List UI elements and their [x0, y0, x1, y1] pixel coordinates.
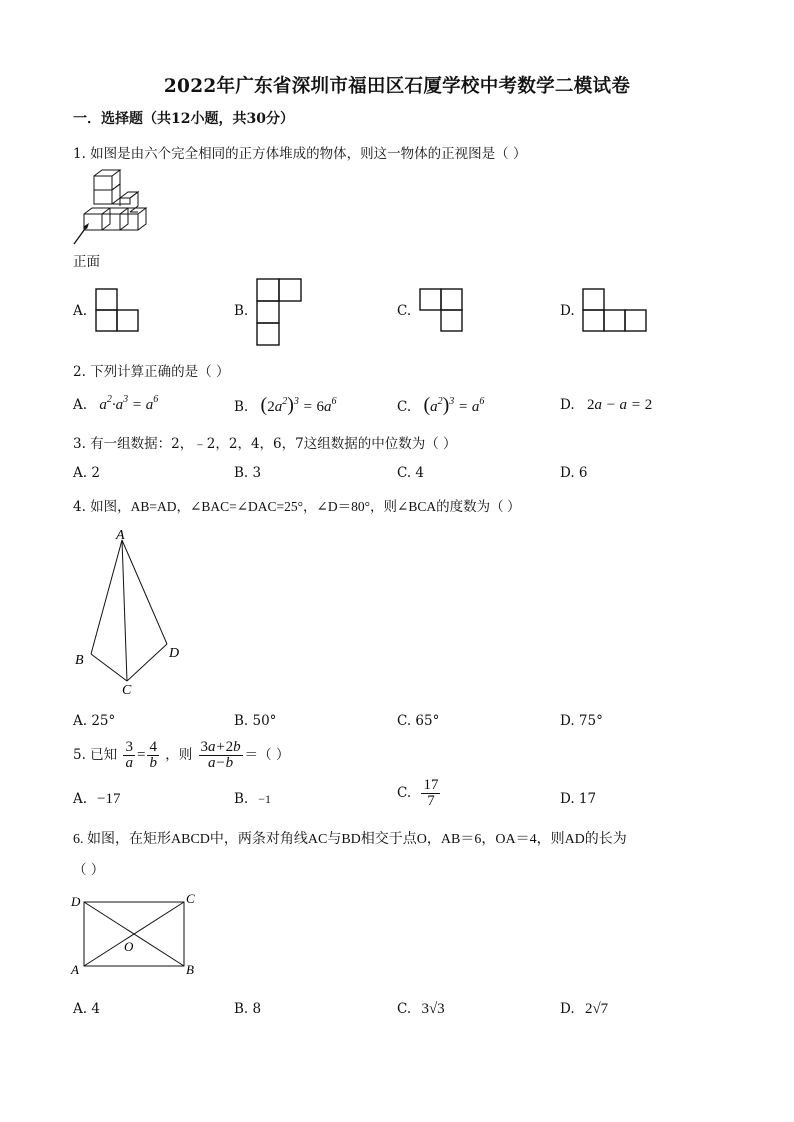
- q6-option-a[interactable]: A. 4: [73, 1001, 100, 1017]
- question-2-stem: 2. 下列计算正确的是（ ）: [73, 364, 230, 380]
- q5-option-b[interactable]: B. −1: [234, 791, 271, 807]
- q6-option-b[interactable]: B. 8: [234, 1001, 262, 1017]
- q6-option-c-value: 3√3: [421, 1001, 445, 1017]
- q5-option-d[interactable]: D. 17: [560, 791, 597, 807]
- question-5-stem: 5. 已知 $\frac{3}{a}$ = $\frac{4}{b}$ ，则 $\frac{3a+2b}{a-b}$ ＝（ ）: [73, 739, 290, 771]
- q4-point-d: D: [169, 646, 180, 661]
- question-6-stem: 6. 如图，在矩形ABCD中，两条对角线AC与BD相交于点O，AB＝6，OA＝4，则AD的长为: [73, 832, 627, 847]
- q1-option-c-figure[interactable]: [419, 288, 465, 334]
- q1-option-d-label[interactable]: D.: [560, 303, 575, 319]
- page-title: 2022年广东省深圳市福田区石厦学校中考数学二模试卷: [163, 76, 631, 97]
- q6-point-d: D: [71, 894, 81, 909]
- q4-point-c: C: [122, 683, 132, 698]
- q2-option-c-label: C.: [397, 399, 412, 415]
- question-6-paren: （ ）: [73, 862, 105, 878]
- q3-option-c[interactable]: C. 4: [397, 465, 425, 481]
- q1-option-a-figure[interactable]: [95, 288, 141, 334]
- q6-point-b: B: [186, 962, 194, 977]
- q2-option-b[interactable]: B. $(2a^2)^3 = 6a^6$: [234, 394, 337, 416]
- q4-point-a: A: [116, 528, 125, 543]
- question-4-stem: 4. 如图，AB=AD，∠BAC=∠DAC=25°，∠D＝80°，则∠BCA的度数为（ ）: [73, 499, 521, 515]
- q2-option-b-label: B.: [234, 399, 249, 415]
- q2-option-a-label: A.: [73, 397, 88, 413]
- q4-option-b[interactable]: B. 50°: [234, 713, 277, 729]
- section-heading: 一．选择题（共12小题，共30分）: [73, 111, 294, 127]
- q2-option-d[interactable]: D. 2a − a = 2: [560, 397, 653, 413]
- q1-cube-figure: [72, 168, 162, 248]
- q6-option-d[interactable]: D. 2√7: [560, 1001, 609, 1017]
- q5-option-a[interactable]: A. −17: [73, 791, 121, 807]
- q2-option-c[interactable]: C. $(a^2)^3 = a^6$: [397, 394, 485, 416]
- q5-option-c[interactable]: C. $\frac{17}{7}$: [397, 777, 439, 809]
- q3-option-d[interactable]: D. 6: [560, 465, 588, 481]
- q4-option-c[interactable]: C. 65°: [397, 713, 440, 729]
- q1-option-b-figure[interactable]: [256, 278, 304, 346]
- question-3-stem: 3. 有一组数据：2，﹣2，2，4，6，7这组数据的中位数为（ ）: [73, 436, 457, 452]
- q4-option-a[interactable]: A. 25°: [73, 713, 116, 729]
- q4-option-d[interactable]: D. 75°: [560, 713, 603, 729]
- q6-point-c: C: [186, 891, 195, 906]
- q6-point-o: O: [124, 939, 134, 954]
- q1-option-c-label[interactable]: C.: [397, 303, 412, 319]
- q3-option-a[interactable]: A. 2: [73, 465, 100, 481]
- q6-point-a: A: [71, 962, 79, 977]
- question-1-stem: 1. 如图是由六个完全相同的正方体堆成的物体，则这一物体的正视图是（ ）: [73, 146, 527, 162]
- front-view-label: 正面: [73, 254, 100, 270]
- q2-option-d-label: D.: [560, 397, 575, 413]
- q3-option-b[interactable]: B. 3: [234, 465, 262, 481]
- q4-point-b: B: [75, 653, 84, 668]
- q1-option-a-label[interactable]: A.: [73, 303, 88, 319]
- q4-triangle-figure: [70, 526, 190, 698]
- q6-option-d-value: 2√7: [584, 1001, 609, 1017]
- q2-option-a[interactable]: A. $a^2\cdot a^3 = a^6$: [73, 394, 159, 413]
- q6-rectangle-figure: [68, 890, 203, 980]
- q6-option-c[interactable]: C. 3√3: [397, 1001, 445, 1017]
- q1-option-b-label[interactable]: B.: [234, 303, 249, 319]
- q1-option-d-figure[interactable]: [582, 288, 650, 334]
